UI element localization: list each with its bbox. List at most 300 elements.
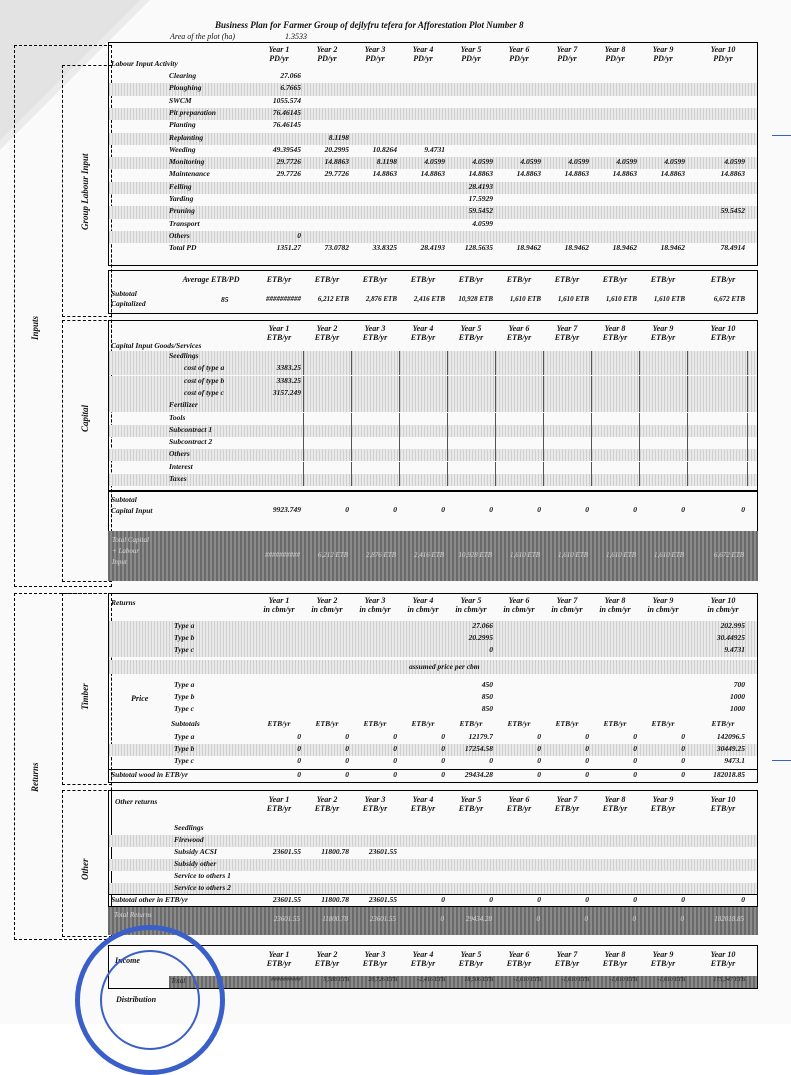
year-header: Year 10 xyxy=(710,795,736,804)
grid-line xyxy=(399,363,400,375)
unit-header: ETB/yr xyxy=(603,719,627,728)
grid-line xyxy=(351,376,352,388)
subtotal-cell: 182018.85 xyxy=(713,770,745,779)
grid-line xyxy=(639,363,640,375)
unit-header: ETB/yr xyxy=(710,804,736,813)
total-returns-bar xyxy=(108,907,758,935)
grid-line xyxy=(591,400,592,412)
subtotal-cell: 0 xyxy=(345,770,349,779)
income-cell: -1,610 ETB xyxy=(657,977,685,983)
subtotal-cell: 1,610 ETB xyxy=(509,295,541,303)
table-cell: 0 xyxy=(489,645,493,654)
row-label: Service to others 1 xyxy=(174,871,231,880)
table-cell: 18.9462 xyxy=(564,243,589,253)
table-cell: 20.2995 xyxy=(324,144,349,154)
row-label: Transport xyxy=(169,218,200,228)
year-header: Year 5 xyxy=(460,45,482,54)
unit-header: ETB/yr xyxy=(314,959,340,968)
subtotal-cell: 0 xyxy=(537,770,541,779)
subtotal-cell: 23601.55 xyxy=(272,895,301,904)
year-header: Year 4 xyxy=(412,795,434,804)
grid-line xyxy=(543,376,544,388)
grid-line xyxy=(351,462,352,474)
subtotal-rate: 85 xyxy=(221,295,229,304)
grid-line xyxy=(351,388,352,400)
table-row xyxy=(109,859,757,871)
table-cell: 0 xyxy=(633,744,637,753)
year-header: Year 5 xyxy=(460,950,482,959)
subtotal-cell: 6,672 ETB xyxy=(713,295,745,303)
unit-header: ETB/yr xyxy=(266,959,292,968)
grid-line xyxy=(543,413,544,425)
income-cell: ########## xyxy=(271,977,301,983)
grid-line xyxy=(543,462,544,474)
row-label: Seedlings xyxy=(169,351,199,360)
total-cell: 1,610 ETB xyxy=(654,551,684,559)
row-label: Type a xyxy=(174,732,195,741)
total-cell: 1,610 ETB xyxy=(558,551,588,559)
table-row xyxy=(109,732,757,744)
grid-line xyxy=(495,376,496,388)
row-label: Replanting xyxy=(169,132,204,142)
subtotal-wood-label: Subtotal wood in ETB/yr xyxy=(111,770,188,779)
table-cell: 18.9462 xyxy=(516,243,541,253)
year-header: Year 3 xyxy=(364,950,386,959)
grid-line xyxy=(399,462,400,474)
table-cell: 28.4193 xyxy=(420,243,445,253)
table-cell: 0 xyxy=(489,756,493,765)
unit-header: ETB/yr xyxy=(410,333,436,342)
grid-line xyxy=(447,413,448,425)
year-header: Year 5 xyxy=(460,324,482,333)
grid-line xyxy=(591,449,592,461)
grid-line xyxy=(495,388,496,400)
grid-line xyxy=(687,449,688,461)
table-row xyxy=(109,120,757,132)
row-label: Others xyxy=(169,449,190,459)
table-cell: 59.5452 xyxy=(720,206,745,216)
unit-header: ETB/yr xyxy=(362,804,388,813)
table-cell: 6.7665 xyxy=(280,83,301,93)
table-row xyxy=(109,704,757,716)
total-cell: 0 xyxy=(536,915,540,923)
table-cell: 76.46145 xyxy=(272,107,301,117)
other-header: Other returns xyxy=(115,797,158,806)
table-row xyxy=(109,388,757,400)
average-etb-label: Average ETB/PD xyxy=(182,275,240,284)
row-label: Interest xyxy=(169,461,193,471)
income-total-bar xyxy=(169,976,757,988)
unit-header: ETB/yr xyxy=(363,719,387,728)
grid-line xyxy=(747,351,748,363)
table-cell: 3157.249 xyxy=(272,387,301,397)
total-cell: 0 xyxy=(632,915,636,923)
table-cell: 4.0599 xyxy=(520,157,541,167)
row-label: Type a xyxy=(174,621,195,630)
row-label: Firewood xyxy=(174,835,204,844)
row-label: Monitoring xyxy=(169,157,205,167)
grid-line xyxy=(687,474,688,486)
table-cell: 0 xyxy=(297,230,301,240)
subtotal-cell: 0 xyxy=(393,770,397,779)
year-header: Year 2 xyxy=(316,795,338,804)
subtotal-cell: 0 xyxy=(741,505,745,514)
grid-line xyxy=(447,400,448,412)
grid-line xyxy=(687,363,688,375)
grid-line xyxy=(591,462,592,474)
table-row xyxy=(109,474,757,486)
grid-line xyxy=(303,474,304,486)
total-cell: ########## xyxy=(265,551,300,559)
year-header: Year 8 xyxy=(604,596,626,605)
table-cell: 4.0599 xyxy=(616,157,637,167)
total-cell: 10,928 ETB xyxy=(458,551,492,559)
subtotal-cell: 0 xyxy=(345,505,349,514)
year-header: Year 8 xyxy=(604,45,626,54)
table-cell: 59.5452 xyxy=(468,206,493,216)
subtotal-cell: 0 xyxy=(537,895,541,904)
grid-line xyxy=(303,449,304,461)
area-value: 1.3533 xyxy=(285,32,307,41)
unit-header: in cbm/yr xyxy=(599,605,631,614)
table-row xyxy=(109,145,757,157)
unit-header: ETB/yr xyxy=(458,275,484,284)
table-cell: 14.8863 xyxy=(420,169,445,179)
table-cell: 30.44925 xyxy=(716,633,745,642)
table-cell: 0 xyxy=(633,756,637,765)
unit-header: ETB/yr xyxy=(650,959,676,968)
grid-line xyxy=(399,400,400,412)
grid-line xyxy=(747,474,748,486)
grid-line xyxy=(303,388,304,400)
grid-line xyxy=(639,351,640,363)
grid-line xyxy=(495,437,496,449)
subtotal-cell: 0 xyxy=(489,505,493,514)
document-title: Business Plan for Farmer Group of dejlyfru tefera for Afforestation Plot Number 8 xyxy=(215,20,524,30)
grid-line xyxy=(543,363,544,375)
table-cell: 29.7726 xyxy=(276,169,301,179)
subtotal-cell: 0 xyxy=(585,770,589,779)
labour-table xyxy=(108,42,758,266)
unit-header: ETB/yr xyxy=(314,333,340,342)
grid-line xyxy=(303,363,304,375)
grid-line xyxy=(399,351,400,363)
row-label: Type b xyxy=(174,692,195,701)
year-header: Year 9 xyxy=(652,795,674,804)
table-cell: 30449.25 xyxy=(716,744,745,753)
subtotal-cell: 0 xyxy=(537,505,541,514)
timber-label: Timber xyxy=(80,683,90,710)
row-label: Subcontract 2 xyxy=(169,437,213,447)
grid-line xyxy=(747,388,748,400)
year-header: Year 6 xyxy=(508,45,530,54)
unit-header: PD/yr xyxy=(653,54,673,63)
table-row xyxy=(109,206,757,218)
subtotal-cell: 10,928 ETB xyxy=(458,295,493,303)
table-row xyxy=(109,182,757,194)
table-cell: 0 xyxy=(585,756,589,765)
other-label: Other xyxy=(80,858,90,880)
grid-line xyxy=(543,425,544,437)
grid-line xyxy=(543,474,544,486)
table-cell: 8.1198 xyxy=(376,157,397,167)
table-row xyxy=(109,157,757,169)
total-input-label: Total Capital + Labour Input xyxy=(112,536,149,566)
table-row xyxy=(109,194,757,206)
grid-line xyxy=(495,413,496,425)
table-cell: 4.0599 xyxy=(568,157,589,167)
table-row xyxy=(109,847,757,859)
table-cell: 0 xyxy=(441,732,445,741)
year-header: Year 1 xyxy=(268,795,290,804)
year-header: Year 2 xyxy=(316,596,338,605)
grid-line xyxy=(687,413,688,425)
year-header: Year 9 xyxy=(652,950,674,959)
unit-header: ETB/yr xyxy=(266,333,292,342)
grid-line xyxy=(591,363,592,375)
unit-header: ETB/yr xyxy=(266,275,292,284)
table-cell: 3383.25 xyxy=(276,375,301,385)
table-cell: 11800.78 xyxy=(321,847,349,856)
table-row xyxy=(109,449,757,461)
grid-line xyxy=(687,388,688,400)
unit-header: PD/yr xyxy=(461,54,481,63)
grid-line xyxy=(495,474,496,486)
labour-subtotal-table xyxy=(108,270,758,314)
table-row xyxy=(109,219,757,231)
grid-line xyxy=(447,388,448,400)
grid-line xyxy=(639,400,640,412)
unit-header: ETB/yr xyxy=(602,333,628,342)
distribution-label: Distribution xyxy=(116,995,157,1004)
year-header: Year 8 xyxy=(604,950,626,959)
unit-header: PD/yr xyxy=(365,54,385,63)
unit-header: in cbm/yr xyxy=(311,605,343,614)
subtotals-label: Subtotals xyxy=(171,719,200,728)
total-returns-label: Total Returns xyxy=(114,911,152,919)
capital-frame xyxy=(62,320,112,582)
table-cell: 1000 xyxy=(730,692,745,701)
unit-header: ETB/yr xyxy=(506,333,532,342)
table-cell: 0 xyxy=(681,732,685,741)
unit-header: ETB/yr xyxy=(650,333,676,342)
table-cell: 8.1198 xyxy=(328,132,349,142)
subtotal-cell: 29434.28 xyxy=(464,770,493,779)
row-label: Type c xyxy=(174,704,194,713)
unit-header: PD/yr xyxy=(713,54,733,63)
total-cell: 2,416 ETB xyxy=(414,551,444,559)
table-cell: 73.0782 xyxy=(324,243,349,253)
table-cell: 4.0599 xyxy=(472,218,493,228)
grid-line xyxy=(399,437,400,449)
row-label: cost of type a xyxy=(184,363,225,373)
table-row xyxy=(109,823,757,835)
unit-header: PD/yr xyxy=(413,54,433,63)
grid-line xyxy=(591,388,592,400)
row-label: Felling xyxy=(169,181,192,191)
unit-header: ETB/yr xyxy=(411,719,435,728)
table-cell: 142096.5 xyxy=(716,732,745,741)
year-header: Year 7 xyxy=(556,45,578,54)
subtotal-capitalized-label: Subtotal Capitalized xyxy=(111,289,146,308)
returns-label: Returns xyxy=(30,762,40,792)
row-label: cost of type b xyxy=(184,375,225,385)
table-cell: 850 xyxy=(481,704,493,713)
row-label: Subsidy ACSI xyxy=(174,847,217,856)
year-header: Year 6 xyxy=(508,795,530,804)
table-cell: 17254.58 xyxy=(464,744,493,753)
table-row xyxy=(109,680,757,692)
total-cell: 29434.28 xyxy=(465,915,492,923)
subtotal-cell: 0 xyxy=(681,770,685,779)
row-label: Subcontract 1 xyxy=(169,424,213,434)
grid-line xyxy=(351,413,352,425)
unit-header: ETB/yr xyxy=(267,719,291,728)
year-header: Year 4 xyxy=(412,45,434,54)
subtotal-cell: 0 xyxy=(633,505,637,514)
year-header: Year 2 xyxy=(316,45,338,54)
table-cell: 23601.55 xyxy=(368,847,397,856)
grid-line xyxy=(447,474,448,486)
other-subtotal-label: Subtotal other in ETB/yr xyxy=(111,895,188,904)
grid-line xyxy=(591,437,592,449)
subtotal-cell: 9923.749 xyxy=(272,505,301,514)
table-cell: 9.4731 xyxy=(424,144,445,154)
row-label: Clearing xyxy=(169,71,197,80)
row-label: Type b xyxy=(174,744,195,753)
capital-subtotal-label: Subtotal Capital Input xyxy=(111,495,153,515)
year-header: Year 1 xyxy=(268,596,290,605)
table-row xyxy=(109,71,757,83)
table-row xyxy=(109,756,757,768)
grid-line xyxy=(399,449,400,461)
unit-header: ETB/yr xyxy=(362,275,388,284)
grid-line xyxy=(351,400,352,412)
total-cell: 6,672 ETB xyxy=(714,551,744,559)
grid-line xyxy=(303,400,304,412)
table-cell: 0 xyxy=(441,744,445,753)
unit-header: PD/yr xyxy=(605,54,625,63)
grid-line xyxy=(303,351,304,363)
unit-header: in cbm/yr xyxy=(707,605,739,614)
unit-header: ETB/yr xyxy=(602,959,628,968)
income-cell: 18,506 ETB xyxy=(464,977,493,983)
grid-line xyxy=(351,425,352,437)
grid-line xyxy=(351,474,352,486)
grid-line xyxy=(447,376,448,388)
grid-line xyxy=(399,425,400,437)
row-label: Yarding xyxy=(169,194,194,203)
subtotal-cell: 0 xyxy=(441,770,445,779)
subtotal-cell: 0 xyxy=(585,895,589,904)
returns-table xyxy=(108,593,758,783)
table-cell: 1351.27 xyxy=(276,243,301,253)
grid-line xyxy=(399,376,400,388)
year-header: Year 2 xyxy=(316,950,338,959)
grid-line xyxy=(447,462,448,474)
grid-line xyxy=(495,425,496,437)
table-cell: 0 xyxy=(345,756,349,765)
income-cell: 175,347 ETB xyxy=(713,977,745,983)
table-row xyxy=(109,400,757,412)
table-cell: 4.0599 xyxy=(664,157,685,167)
unit-header: PD/yr xyxy=(557,54,577,63)
subtotal-cell: 1,610 ETB xyxy=(653,295,685,303)
table-row xyxy=(109,231,757,243)
table-cell: 0 xyxy=(537,744,541,753)
grid-line xyxy=(447,425,448,437)
subtotal-cell: ########## xyxy=(266,295,301,303)
grid-line xyxy=(495,449,496,461)
returns-header: Returns xyxy=(111,598,136,607)
unit-header: ETB/yr xyxy=(554,275,580,284)
table-cell: 0 xyxy=(681,756,685,765)
grid-line xyxy=(687,437,688,449)
subtotal-cell: 0 xyxy=(681,505,685,514)
table-cell: 0 xyxy=(393,756,397,765)
subtotal-cell: 0 xyxy=(297,770,301,779)
subtotal-cell: 0 xyxy=(633,770,637,779)
unit-header: ETB/yr xyxy=(554,959,580,968)
table-row xyxy=(109,133,757,145)
table-cell: 29.7726 xyxy=(324,169,349,179)
year-header: Year 3 xyxy=(364,596,386,605)
total-cell: 6,212 ETB xyxy=(318,551,348,559)
grid-line xyxy=(591,376,592,388)
unit-header: ETB/yr xyxy=(506,959,532,968)
capital-subtotal-table xyxy=(108,490,758,532)
year-header: Year 1 xyxy=(268,950,290,959)
grid-line xyxy=(351,449,352,461)
table-cell: 14.8863 xyxy=(660,169,685,179)
price-label: Price xyxy=(131,694,149,703)
grid-line xyxy=(747,363,748,375)
table-row xyxy=(109,376,757,388)
subtotal-cell: 6,212 ETB xyxy=(317,295,349,303)
table-cell: 14.8863 xyxy=(324,157,349,167)
year-header: Year 5 xyxy=(460,596,482,605)
grid-line xyxy=(399,474,400,486)
table-cell: 128.5635 xyxy=(464,243,493,253)
unit-header: ETB/yr xyxy=(710,275,736,284)
table-row xyxy=(109,169,757,181)
unit-header: ETB/yr xyxy=(650,275,676,284)
table-row xyxy=(109,413,757,425)
row-label: Taxes xyxy=(169,474,187,483)
unit-header: PD/yr xyxy=(317,54,337,63)
unit-header: ETB/yr xyxy=(710,959,736,968)
year-header: Year 4 xyxy=(412,324,434,333)
grid-line xyxy=(495,363,496,375)
table-row xyxy=(109,351,757,363)
table-cell: 9473.1 xyxy=(724,756,745,765)
year-header: Year 2 xyxy=(316,324,338,333)
table-cell: 700 xyxy=(733,680,745,689)
table-cell: 14.8863 xyxy=(612,169,637,179)
table-cell: 0 xyxy=(393,744,397,753)
year-header: Year 7 xyxy=(556,950,578,959)
other-returns-table xyxy=(108,790,758,907)
table-cell: 18.9462 xyxy=(612,243,637,253)
unit-header: ETB/yr xyxy=(651,719,675,728)
table-cell: 14.8863 xyxy=(372,169,397,179)
total-cell: 1,610 ETB xyxy=(606,551,636,559)
subtotal-cell: 0 xyxy=(441,505,445,514)
row-label: Type c xyxy=(174,645,194,654)
grid-line xyxy=(687,351,688,363)
grid-line xyxy=(591,425,592,437)
income-cell: -2,416 ETB xyxy=(417,977,445,983)
